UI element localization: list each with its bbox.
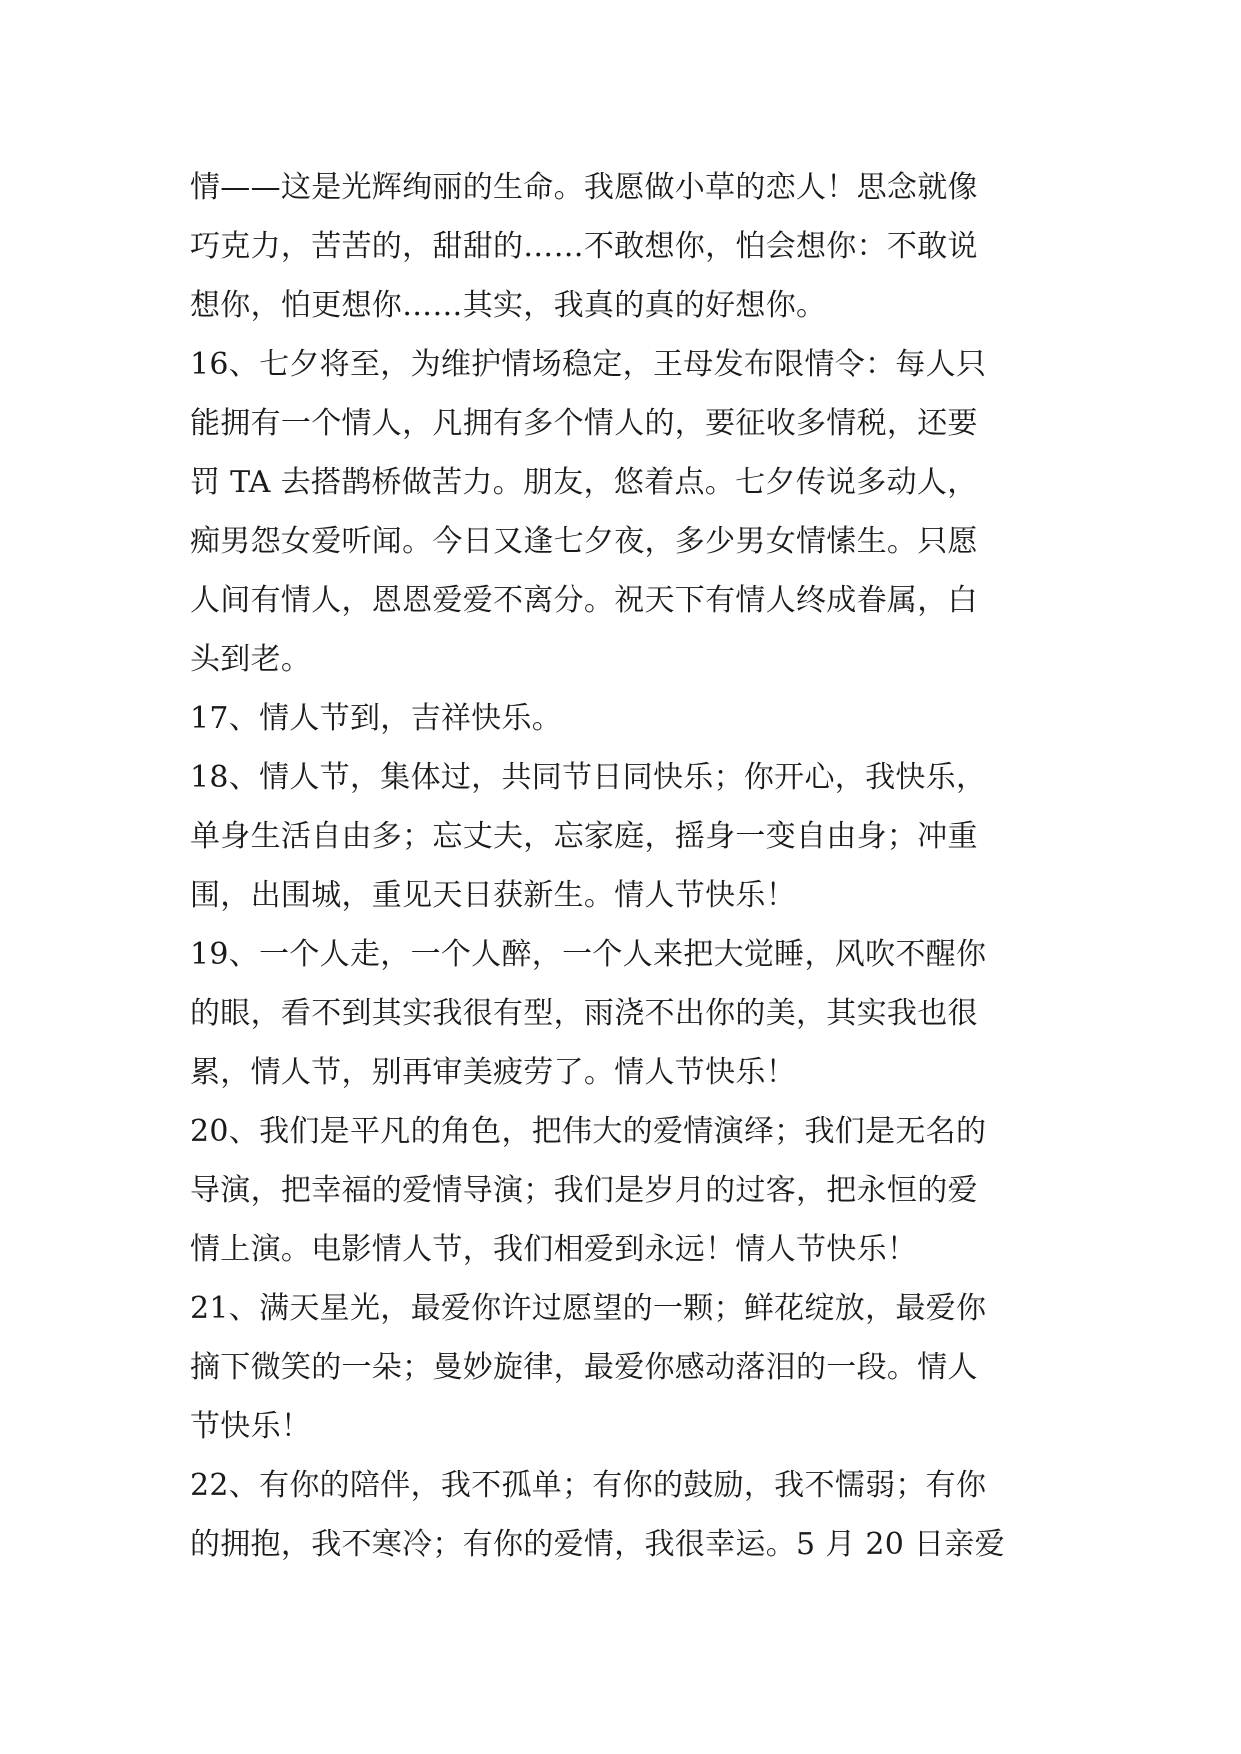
text-line: 想你，怕更想你……其实，我真的真的好想你。 xyxy=(190,288,827,323)
text-line: 18、情人节，集体过，共同节日同快乐；你开心，我快乐， xyxy=(190,760,987,795)
text-line: 累，情人节，别再审美疲劳了。情人节快乐！ xyxy=(190,1055,796,1090)
text-line: 头到老。 xyxy=(190,642,312,677)
text-line: 摘下微笑的一朵；曼妙旋律，最爱你感动落泪的一段。情人 xyxy=(190,1350,978,1385)
text-line: 16、七夕将至，为维护情场稳定，王母发布限情令：每人只 xyxy=(190,347,987,382)
text-line: 17、情人节到，吉祥快乐。 xyxy=(190,701,563,736)
text-line: 导演，把幸福的爱情导演；我们是岁月的过客，把永恒的爱 xyxy=(190,1173,978,1208)
text-line: 罚 TA 去搭鹊桥做苦力。朋友，悠着点。七夕传说多动人， xyxy=(190,465,978,500)
text-line: 的眼，看不到其实我很有型，雨浇不出你的美，其实我也很 xyxy=(190,996,978,1031)
text-line: 单身生活自由多；忘丈夫，忘家庭，摇身一变自由身；冲重 xyxy=(190,819,978,854)
text-line: 人间有情人，恩恩爱爱不离分。祝天下有情人终成眷属，白 xyxy=(190,583,978,618)
document-body xyxy=(190,158,1070,1574)
text-line: 的拥抱，我不寒冷；有你的爱情，我很幸运。5 月 20 日亲爱 xyxy=(190,1527,1005,1562)
text-line: 情上演。电影情人节，我们相爱到永远！情人节快乐！ xyxy=(190,1232,918,1267)
text-line: 情——这是光辉绚丽的生命。我愿做小草的恋人！思念就像 xyxy=(190,170,978,205)
text-line: 20、我们是平凡的角色，把伟大的爱情演绎；我们是无名的 xyxy=(190,1114,987,1149)
text-line: 19、一个人走，一个人醉，一个人来把大觉睡，风吹不醒你 xyxy=(190,937,987,972)
text-line: 节快乐！ xyxy=(190,1409,312,1444)
text-line: 巧克力，苦苦的，甜甜的……不敢想你，怕会想你：不敢说 xyxy=(190,229,978,264)
text-line: 21、满天星光，最爱你许过愿望的一颗；鲜花绽放，最爱你 xyxy=(190,1291,987,1326)
text-line: 22、有你的陪伴，我不孤单；有你的鼓励，我不懦弱；有你 xyxy=(190,1468,987,1503)
text-line: 痴男怨女爱听闻。今日又逢七夕夜，多少男女情愫生。只愿 xyxy=(190,524,978,559)
text-line: 围，出围城，重见天日获新生。情人节快乐！ xyxy=(190,878,796,913)
text-line: 能拥有一个情人，凡拥有多个情人的，要征收多情税，还要 xyxy=(190,406,978,441)
